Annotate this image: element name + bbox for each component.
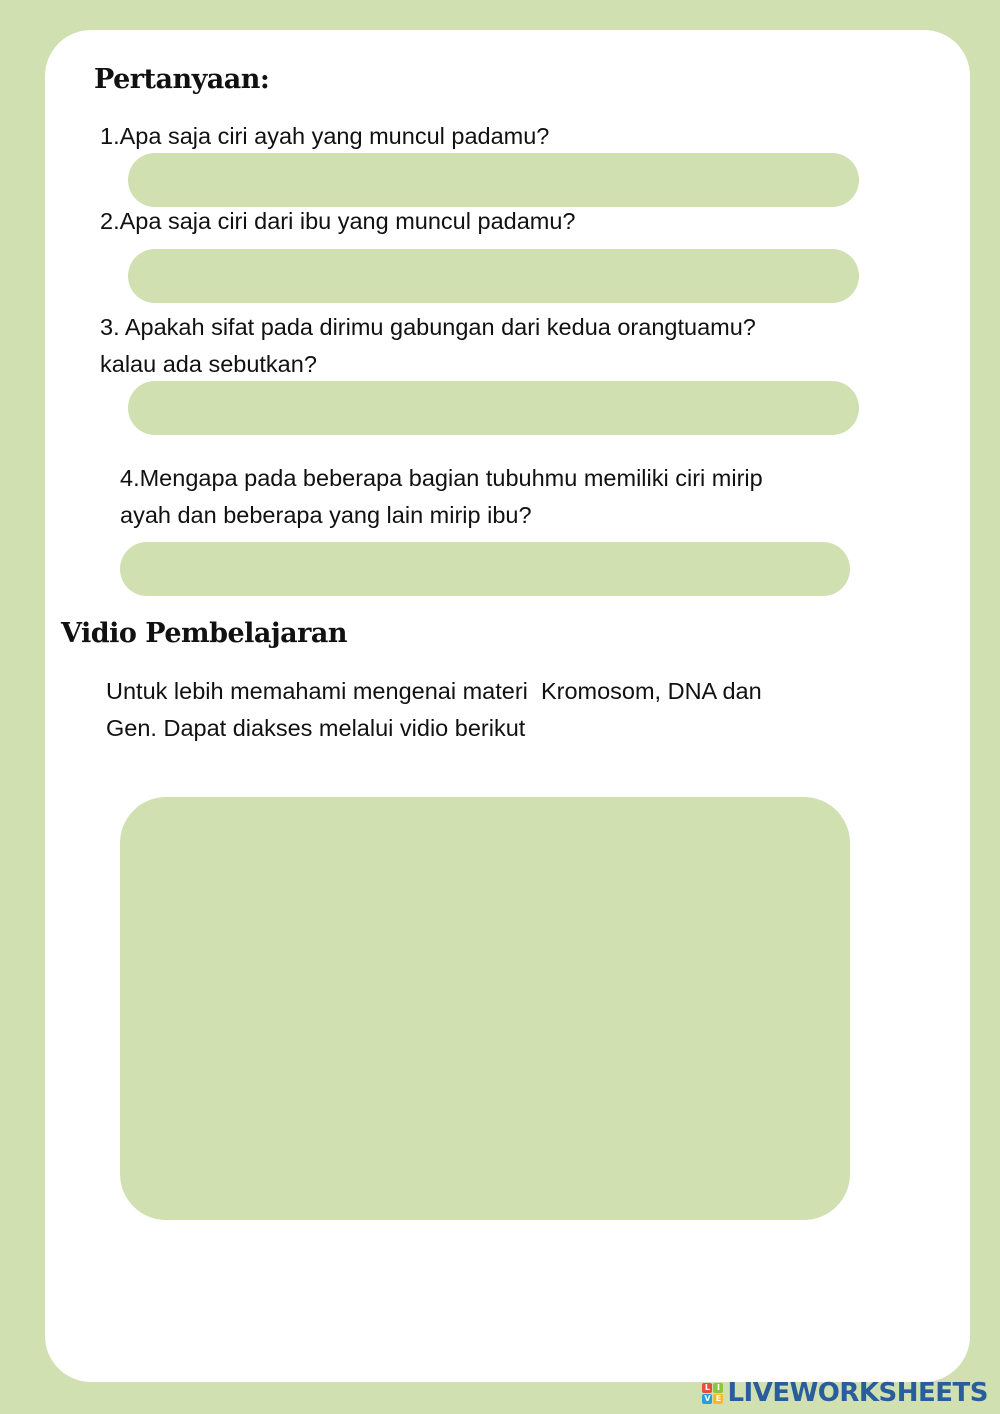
logo-letter-l: L	[702, 1383, 712, 1393]
answer-4-input[interactable]	[120, 542, 850, 596]
liveworksheets-logo-icon	[702, 1383, 723, 1404]
video-description-line2: Gen. Dapat diakses melalui vidio berikut	[106, 715, 526, 741]
video-section-heading: Vidio Pembelajaran	[61, 618, 348, 649]
question-4-text-line1: 4.Mengapa pada beberapa bagian tubuhmu memiliki ciri mirip	[120, 465, 763, 491]
question-3-text-line1: 3. Apakah sifat pada dirimu gabungan dari kedua orangtuamu?	[100, 314, 756, 340]
answer-3-input[interactable]	[128, 381, 859, 435]
liveworksheets-brand-text: LIVEWORKSHEETS	[727, 1378, 988, 1408]
questions-heading: Pertanyaan:	[94, 64, 270, 95]
question-3-text-line2: kalau ada sebutkan?	[100, 351, 317, 377]
video-player[interactable]	[120, 797, 850, 1220]
question-1-text: 1.Apa saja ciri ayah yang muncul padamu?	[100, 123, 550, 149]
liveworksheets-logo	[702, 1378, 988, 1408]
logo-letter-e: E	[713, 1394, 723, 1404]
answer-1-input[interactable]	[128, 153, 859, 207]
logo-letter-i: I	[713, 1383, 723, 1393]
question-4-text-line2: ayah dan beberapa yang lain mirip ibu?	[120, 502, 532, 528]
answer-2-input[interactable]	[128, 249, 859, 303]
logo-letter-v: V	[704, 1393, 711, 1403]
question-2-text: 2.Apa saja ciri dari ibu yang muncul padamu?	[100, 208, 576, 234]
video-description-line1: Untuk lebih memahami mengenai materi Kromosom, DNA dan	[106, 678, 762, 704]
